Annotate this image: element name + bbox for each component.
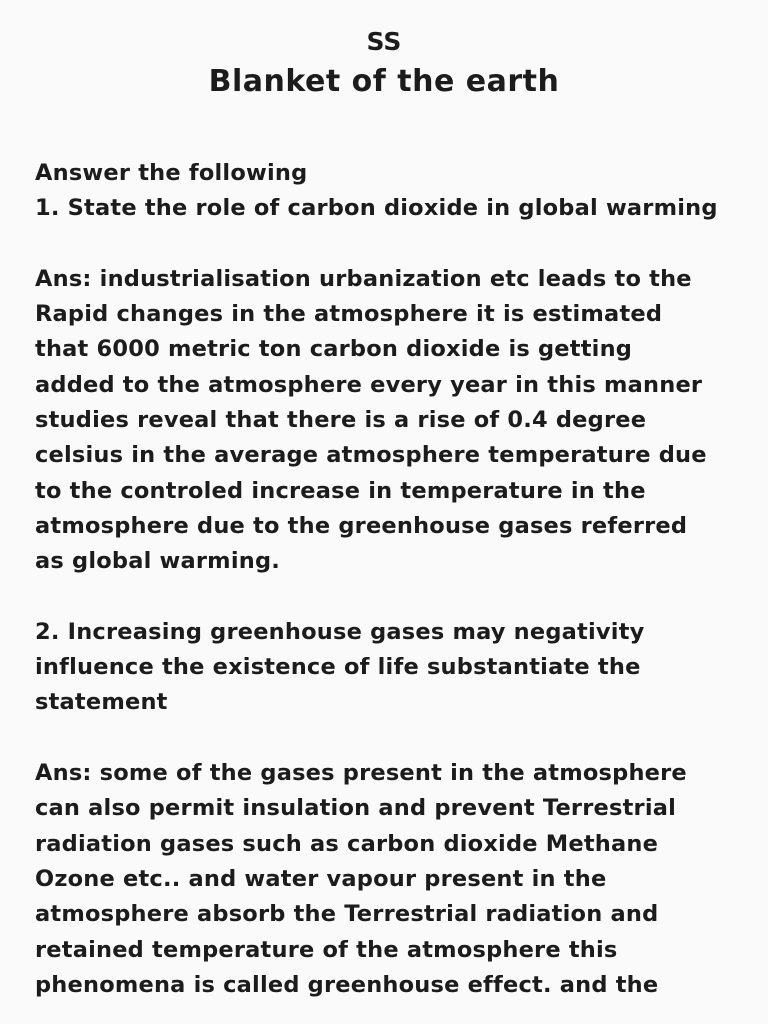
answer-line: celsius in the average atmosphere temperature due: [35, 442, 707, 469]
answer-line: can also permit insulation and prevent Terrestrial: [35, 795, 677, 822]
answer-line: Rapid changes in the atmosphere it is estimated: [35, 301, 663, 328]
subject-label: SS: [366, 27, 402, 56]
answer-line: Ans: some of the gases present in the atmosphere: [35, 760, 687, 787]
answer-line: atmosphere absorb the Terrestrial radiation and: [35, 901, 659, 928]
answer-line: Ozone etc.. and water vapour present in the: [35, 865, 607, 892]
answer-line: phenomena is called greenhouse effect. and the: [35, 971, 659, 998]
answer-2: [35, 756, 755, 1003]
answer-line: added to the atmosphere every year in this manner: [35, 371, 703, 398]
question-1: [35, 191, 755, 226]
answer-line: as global warming.: [35, 548, 281, 575]
page-title: Blanket of the earth: [208, 64, 560, 99]
answer-line: retained temperature of the atmosphere this: [35, 936, 618, 963]
paragraph-gap: [35, 580, 755, 615]
answer-line: radiation gases such as carbon dioxide Methane: [35, 830, 659, 857]
answer-line: that 6000 metric ton carbon dioxide is getting: [35, 336, 633, 363]
question-line: influence the existence of life substantiate the: [35, 654, 641, 681]
question-line: 1. State the role of carbon dioxide in global warming: [35, 195, 718, 222]
answer-line: studies reveal that there is a rise of 0.4 degree: [35, 407, 647, 434]
instruction-text: Answer the following: [35, 160, 308, 186]
question-line: statement: [35, 689, 168, 716]
answer-1: [35, 262, 755, 580]
answer-line: to the controled increase in temperature in the: [35, 477, 646, 504]
title-block: [0, 24, 768, 104]
question-2: [35, 615, 755, 721]
document-body: [35, 156, 755, 1003]
question-line: 2. Increasing greenhouse gases may negativity: [35, 618, 645, 645]
answer-line: atmosphere due to the greenhouse gases referred: [35, 512, 688, 539]
paragraph-gap: [35, 227, 755, 262]
paragraph-gap: [35, 721, 755, 756]
answer-line: Ans: industrialisation urbanization etc leads to the: [35, 265, 692, 292]
